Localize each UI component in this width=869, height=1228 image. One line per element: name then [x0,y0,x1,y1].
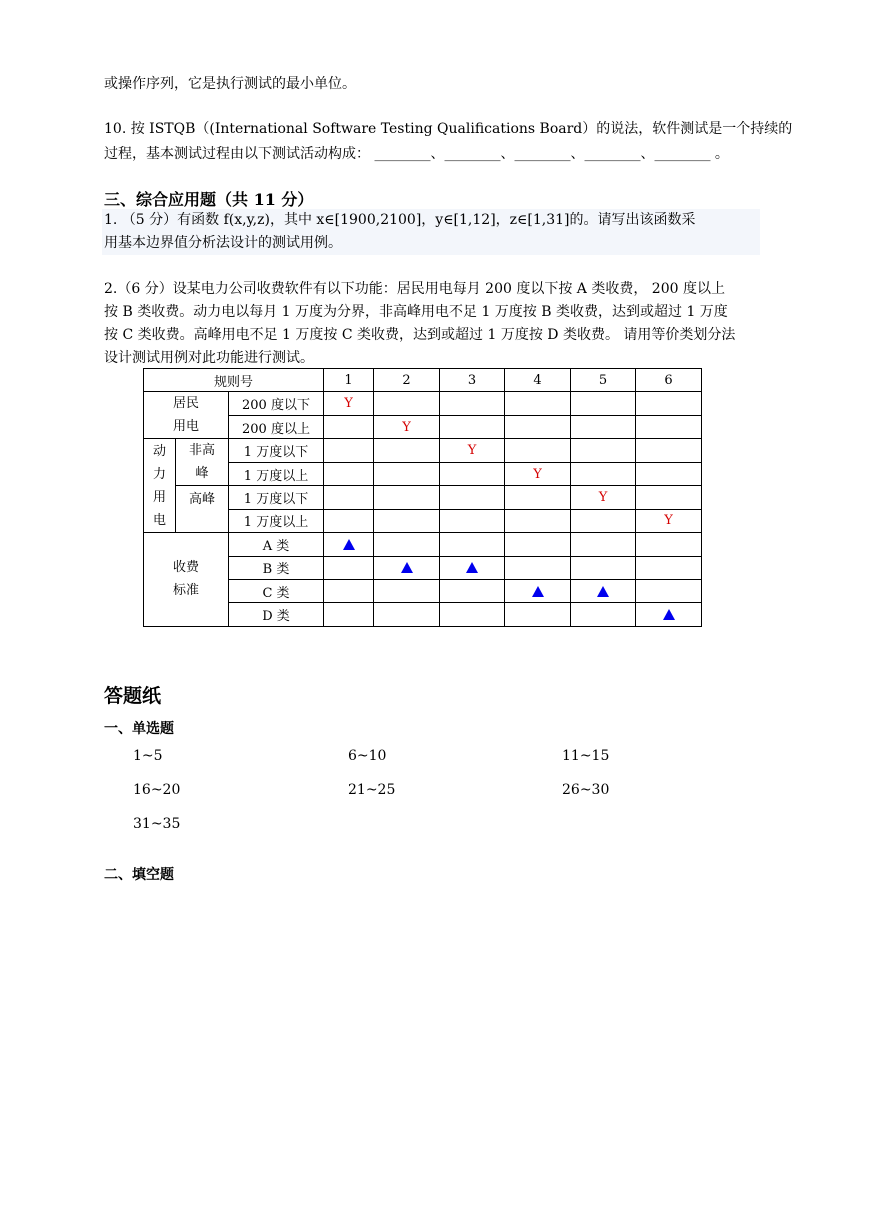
residential-line1: 居民 [172,396,199,412]
cell [440,439,505,463]
offpeak-line1: 非高 [188,443,215,459]
condition-above-10k: 1 万度以上 [229,509,324,532]
q2-line1: 2.（6 分）设某电力公司收费软件有以下功能：居民用电每月 200 度以下按 A 类收费， 200 度以上 [104,281,725,297]
cell [324,392,374,416]
table-row [144,533,702,556]
condition-above-200: 200 度以上 [229,415,324,439]
q10-line2: 过程，基本测试过程由以下测试活动构成： ________、________、________、________、________ 。 [104,146,729,162]
power-char: 电 [152,512,166,528]
fee-label [144,533,229,627]
range-label: 31~35 [133,816,181,832]
fee-line1: 收费 [172,560,199,576]
q2-line4: 设计测试用例对此功能进行测试。 [104,350,314,366]
condition-below-200: 200 度以下 [229,392,324,416]
intro-line: 或操作序列，它是执行测试的最小单位。 [104,76,356,92]
peak-text: 高峰 [188,492,215,508]
class-b: B 类 [229,556,324,579]
rule-number: 6 [636,369,702,392]
mark-y: Y [467,443,477,459]
range-label: 6~10 [348,748,387,764]
range-label: 1~5 [133,748,163,764]
rule-number: 3 [440,369,505,392]
residential-label [144,392,229,439]
mark-y: Y [533,466,542,482]
offpeak-label [176,439,229,486]
class-a: A 类 [229,533,324,556]
range-label: 11~15 [562,748,610,764]
class-c: C 类 [229,579,324,602]
triangle-icon [466,562,478,573]
triangle-icon [597,586,609,597]
answer-section1: 一、单选题 [104,721,174,737]
table-row [144,439,702,463]
rule-number: 4 [505,369,571,392]
triangle-icon [343,539,355,550]
rule-number: 5 [571,369,636,392]
mark-y: Y [344,396,353,412]
cell [374,556,440,579]
cell [440,556,505,579]
cell [636,603,702,626]
fee-line2: 标准 [172,583,199,599]
cell [505,579,571,602]
range-label: 26~30 [562,782,610,798]
q2-line3: 按 C 类收费。高峰用电不足 1 万度按 C 类收费，达到或超过 1 万度按 D 类收费。 请用等价类划分法 [104,327,736,343]
offpeak-line2: 峰 [195,466,209,482]
power-label [144,439,176,533]
class-d: D 类 [229,603,324,626]
cell [636,509,702,532]
table-row [144,369,702,392]
cell [374,415,440,439]
mark-y: Y [664,513,673,529]
residential-line2: 用电 [172,419,199,435]
condition-above-10k: 1 万度以上 [229,462,324,486]
table-row [144,392,702,416]
triangle-icon [663,609,675,620]
cell [571,579,636,602]
condition-below-10k: 1 万度以下 [229,439,324,463]
mark-y: Y [402,419,411,435]
table-row [144,486,702,509]
power-char: 用 [152,489,166,505]
header-label: 规则号 [144,369,324,392]
rule-number: 2 [374,369,440,392]
rule-number: 1 [324,369,374,392]
q10-line1: 10. 按 ISTQB（(International Software Testing Qualifications Board）的说法，软件测试是一个持续的 [104,121,793,137]
q1-line1: 1. （5 分）有函数 f(x,y,z)，其中 x∈[1900,2100]，y∈[1,12]，z∈[1,31]的。请写出该函数采 [104,212,696,228]
triangle-icon [401,562,413,573]
answer-sheet-title: 答题纸 [104,685,162,707]
cell [505,462,571,486]
range-label: 21~25 [348,782,396,798]
condition-below-10k: 1 万度以下 [229,486,324,509]
cell [571,486,636,509]
range-label: 16~20 [133,782,181,798]
power-char: 动 [152,443,166,459]
section3-title: 三、综合应用题（共 11 分） [104,190,314,209]
mark-y: Y [598,490,608,506]
peak-label [176,486,229,533]
triangle-icon [532,586,544,597]
decision-table [143,368,702,627]
cell [324,533,374,556]
q2-line2: 按 B 类收费。动力电以每月 1 万度为分界，非高峰用电不足 1 万度按 B 类收费，达到或超过 1 万度 [104,304,728,320]
q1-line2: 用基本边界值分析法设计的测试用例。 [104,235,342,251]
power-char: 力 [152,466,166,482]
answer-section2: 二、填空题 [104,867,174,883]
